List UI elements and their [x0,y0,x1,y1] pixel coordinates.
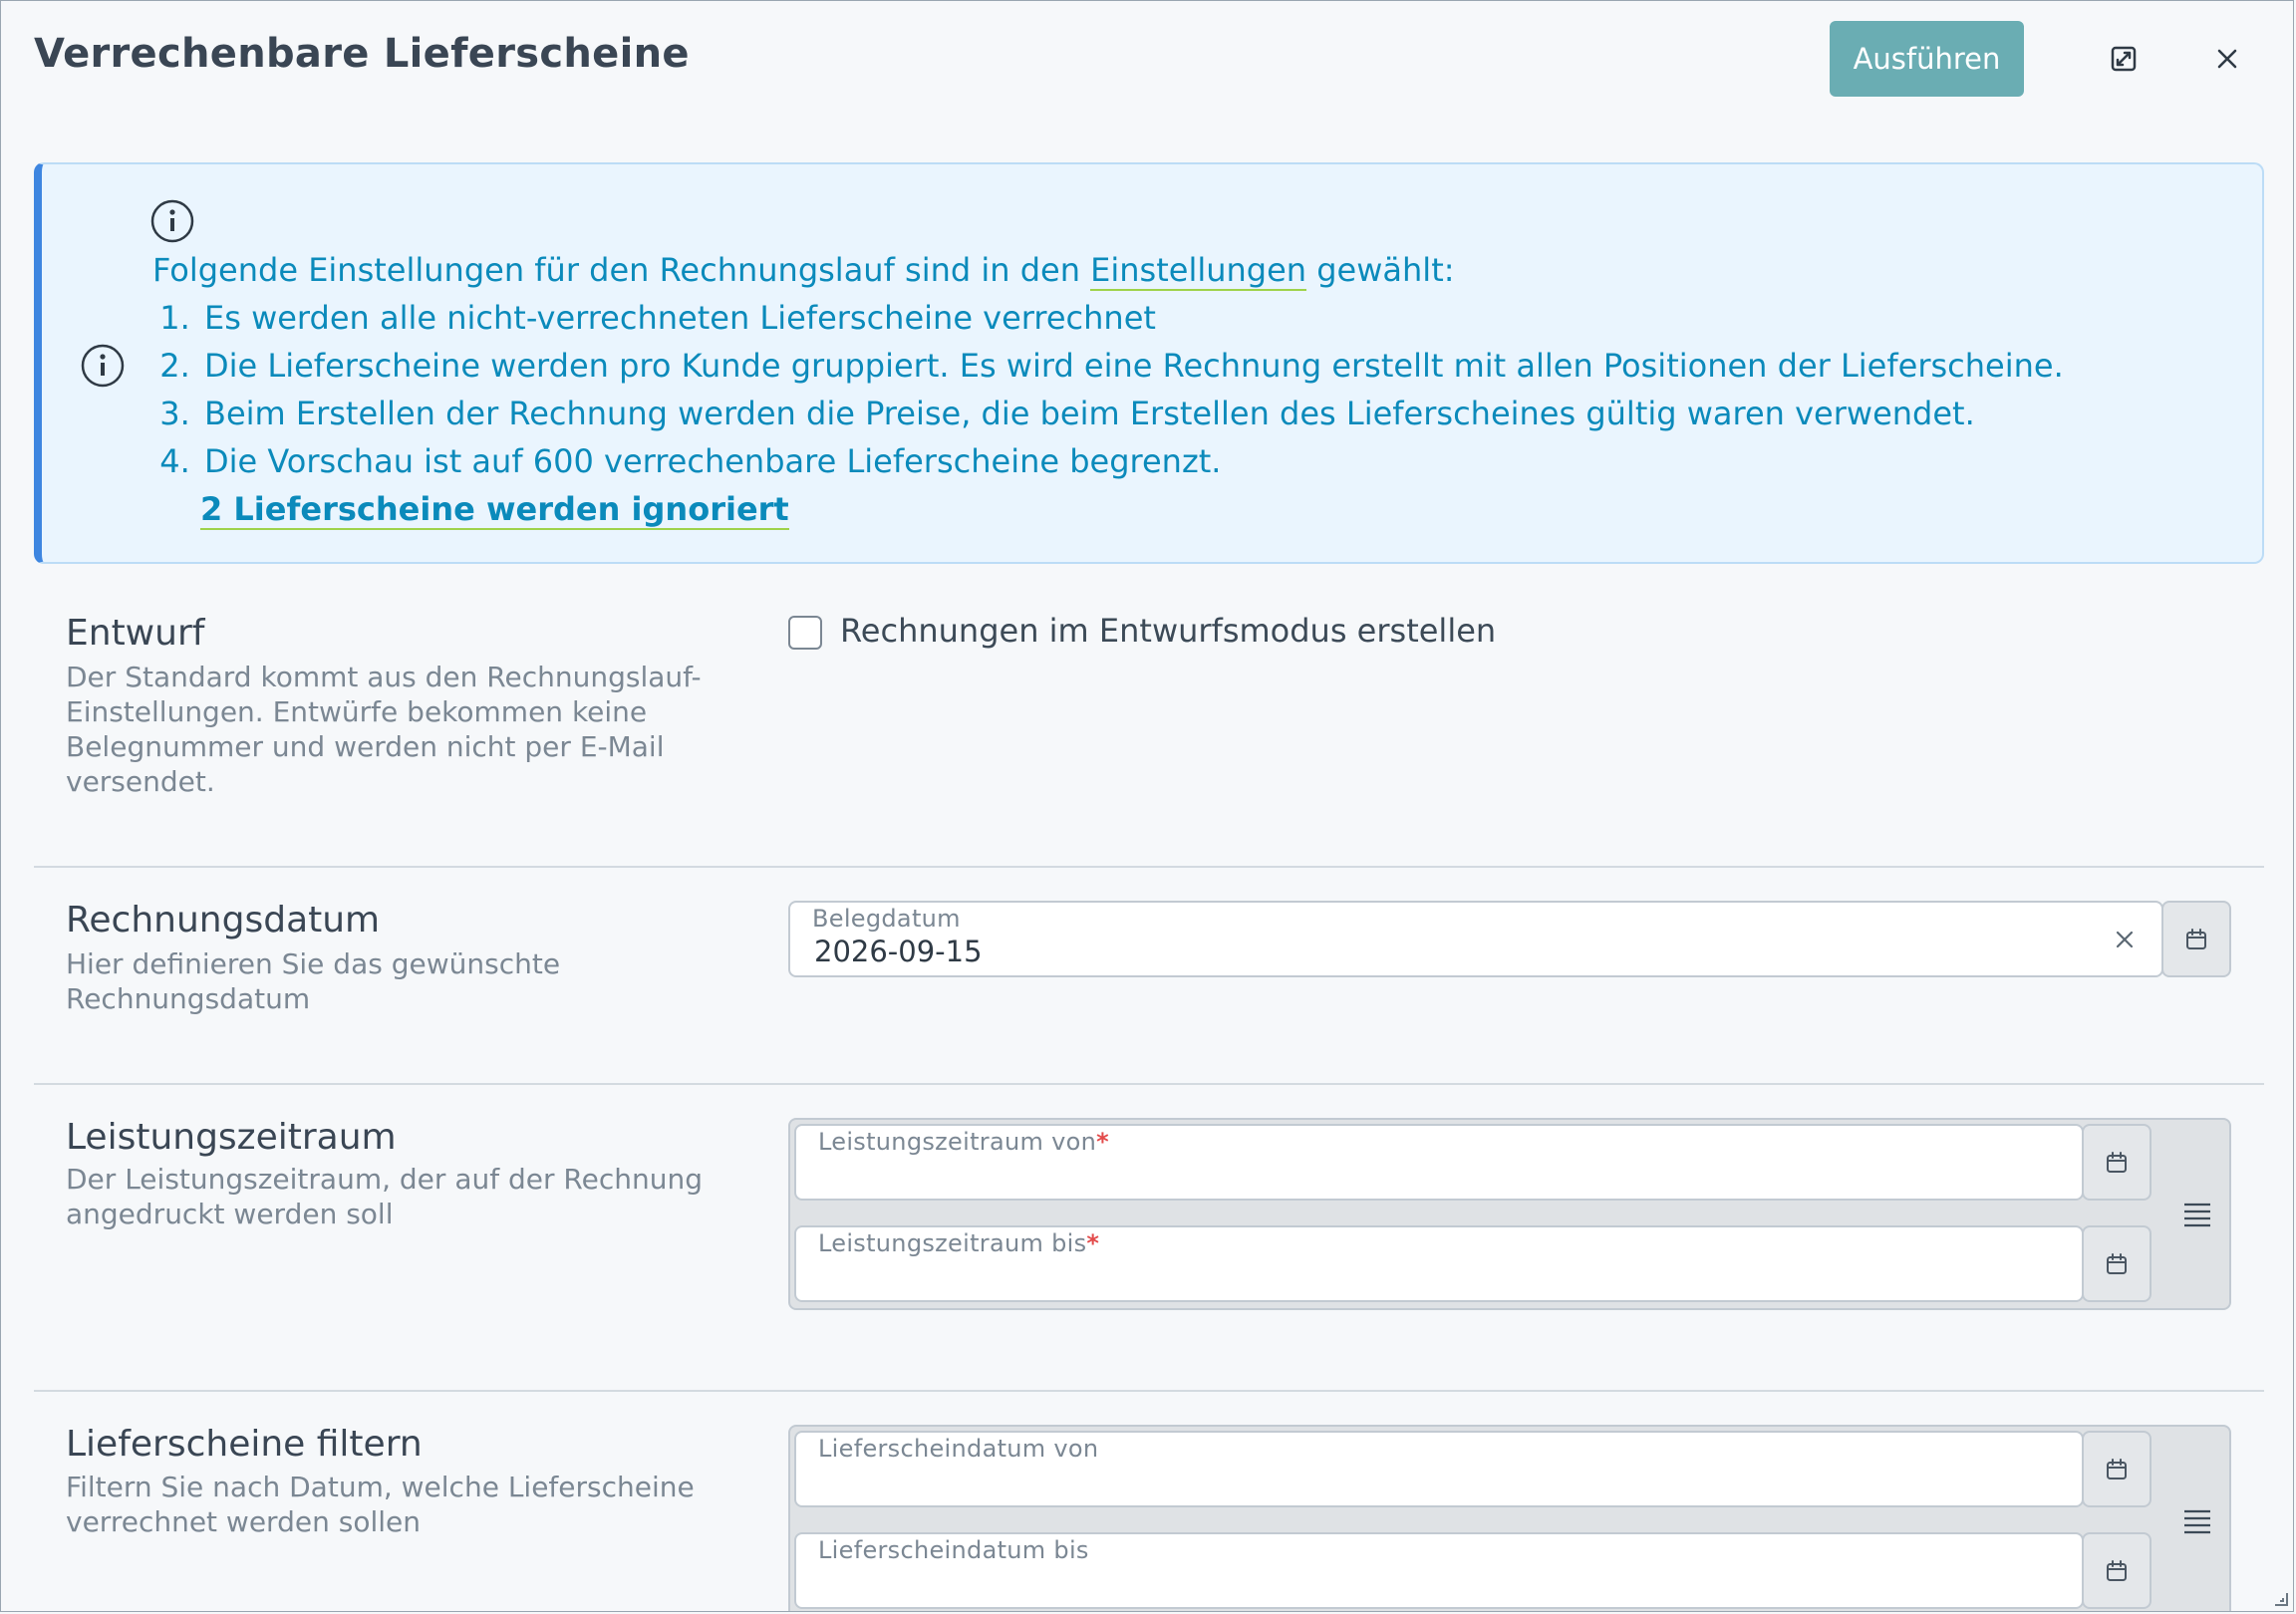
divider [34,1083,2264,1085]
info-icon [80,343,126,389]
filter-preset-button[interactable] [2179,1503,2215,1539]
info-lead [152,246,2225,294]
calendar-icon [2104,1558,2130,1584]
info-list-item: 2. Die Lieferscheine werden pro Kunde gruppiert. Es wird eine Rechnung erstellt mit allen Positionen der Lieferscheine. [200,342,2225,390]
service-period-from-label-text: Leistungszeitraum von [818,1128,1097,1156]
expand-button[interactable] [2100,35,2148,83]
service-period-section-title: Leistungszeitraum [66,1117,397,1158]
required-mark: * [1086,1229,1100,1257]
calendar-icon [2104,1251,2130,1277]
close-icon [2215,47,2239,71]
document-date-field[interactable] [788,901,2163,977]
service-period-from-field[interactable] [794,1124,2084,1201]
delivery-date-from-calendar-button[interactable] [2082,1431,2152,1507]
clear-icon[interactable] [2114,929,2136,950]
close-button[interactable] [2203,35,2251,83]
document-date-label: Belegdatum [812,905,961,933]
service-period-to-label [818,1229,1099,1257]
service-period-to-label-text: Leistungszeitraum bis [818,1229,1087,1257]
document-date-calendar-button[interactable] [2161,901,2231,977]
draft-section-description: Der Standard kommt aus den Rechnungslauf-Einstellungen. Entwürfe bekommen keine Belegnummer und werden nicht per E-Mail versendet. [66,661,702,798]
expand-icon [2110,45,2138,73]
required-mark: * [1096,1128,1109,1156]
invoice-date-section-description: Hier definieren Sie das gewünschte Rechnungsdatum [66,947,561,1015]
invoice-date-section-title: Rechnungsdatum [66,900,381,941]
ignored-delivery-notes-link[interactable]: 2 Lieferscheine werden ignoriert [200,490,789,528]
calendar-icon [2183,927,2209,952]
resize-grip-icon[interactable] [2271,1589,2289,1607]
info-list [152,294,2225,485]
draft-mode-checkbox-label[interactable]: Rechnungen im Entwurfsmodus erstellen [840,612,1497,650]
info-list-item: 3. Beim Erstellen der Rechnung werden die Preise, die beim Erstellen des Lieferscheines gültig waren verwendet. [200,390,2225,437]
delivery-date-from-field[interactable] [794,1431,2084,1507]
service-period-to-calendar-button[interactable] [2082,1225,2152,1302]
info-lead-suffix: gewählt: [1306,251,1455,289]
info-list-item: 4. Die Vorschau ist auf 600 verrechenbare Lieferscheine begrenzt. [200,437,2225,485]
period-preset-button[interactable] [2179,1197,2215,1232]
list-icon [2182,1506,2212,1536]
draft-section-title: Entwurf [66,613,205,654]
divider [34,1390,2264,1392]
dialog-title: Verrechenbare Lieferscheine [34,31,690,77]
filter-section-description: Filtern Sie nach Datum, welche Lieferscheine verrechnet werden sollen [66,1471,695,1538]
info-list-item: 1. Es werden alle nicht-verrechneten Lieferscheine verrechnet [200,294,2225,342]
delivery-date-from-label: Lieferscheindatum von [818,1435,1099,1463]
service-period-to-field[interactable] [794,1225,2084,1302]
document-date-value[interactable]: 2026-09-15 [814,935,983,968]
service-period-from-calendar-button[interactable] [2082,1124,2152,1201]
list-icon [2182,1200,2212,1229]
info-text [152,246,2225,533]
calendar-icon [2104,1457,2130,1482]
draft-mode-checkbox[interactable] [788,616,822,650]
divider [34,866,2264,868]
service-period-from-label [818,1128,1109,1156]
delivery-date-to-calendar-button[interactable] [2082,1532,2152,1609]
filter-section-title: Lieferscheine filtern [66,1424,423,1465]
delivery-date-to-label: Lieferscheindatum bis [818,1536,1089,1564]
info-box [34,162,2264,564]
delivery-date-to-field[interactable] [794,1532,2084,1609]
calendar-icon [2104,1150,2130,1176]
service-period-section-description: Der Leistungszeitraum, der auf der Rechnung angedruckt werden soll [66,1163,703,1230]
run-button[interactable]: Ausführen [1830,21,2024,97]
settings-link[interactable]: Einstellungen [1090,251,1307,289]
info-icon [149,198,195,244]
info-lead-prefix: Folgende Einstellungen für den Rechnungslauf sind in den [152,251,1091,289]
